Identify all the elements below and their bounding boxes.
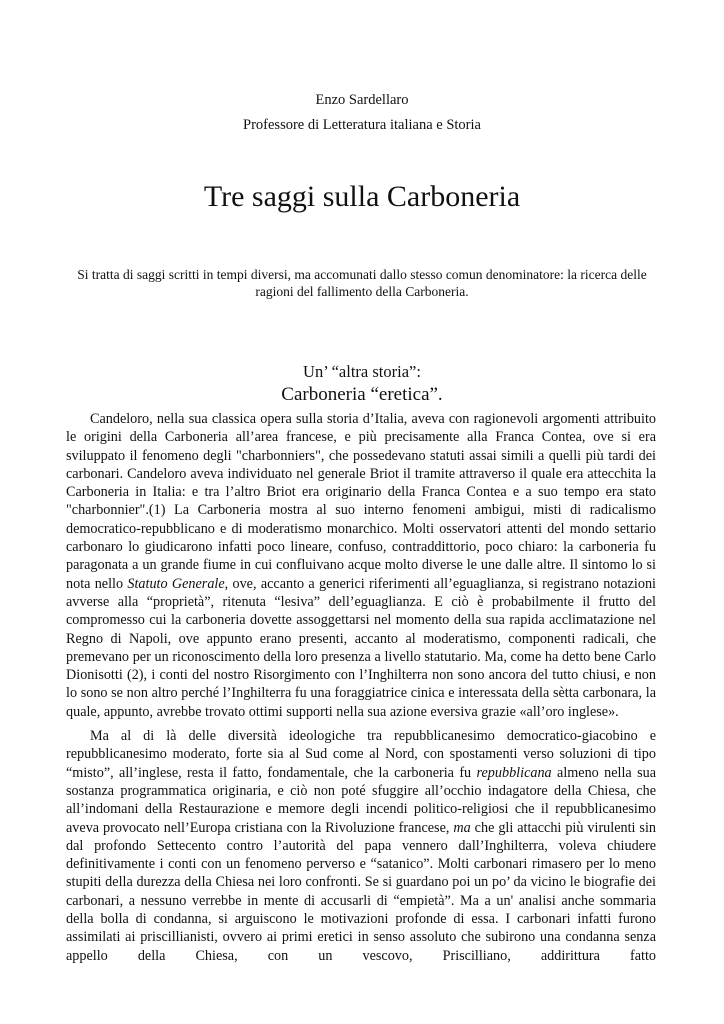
- paragraph-2-text-a: Ma al di là delle diversità ideologiche tra repubblicanesimo democratico-giacobino e repubblicanesimo moderato, forte sia al Sud come al Nord, con spostamenti verso soluzioni di tipo “misto”, all’inglese, resta il fatto, fondamentale, che la carboneria fu: [66, 728, 656, 781]
- paragraph-1-text-a: Candeloro, nella sua classica opera sulla storia d’Italia, aveva con ragionevoli argomenti attribuito le origini della Carboneria all’area francese, e più precisamente alla Franca Contea, ove si era sviluppato il fenomeno degli "charbonniers", che possedevano statuti assai simili a quelli più tardi dei carbonari. Candeloro aveva individuato nel generale Briot il tramite attraverso il quale era attecchita la Carboneria in Italia: e tra l’altro Briot era originario della Franca Contea e a suo tempo era stato "charbonnier".(1) La Carboneria mostra al suo interno fenomeni ambigui, misti di radicalismo democratico-repubblicano e di moderatismo monarchico. Molti osservatori attenti del mondo settario carbonaro lo giudicarono infatti poco lineare, confuso, contraddittorio, poco chiaro: la carboneria fu paragonata a un grande fiume in cui confluivano acque molto diverse le une dalle altre. Il sintomo lo si nota nello: [66, 411, 656, 592]
- author-role: Professore di Letteratura italiana e Storia: [243, 117, 481, 133]
- section-subtitle-1: Un’ “altra storia”:: [303, 362, 421, 381]
- author-name: Enzo Sardellaro: [315, 92, 409, 108]
- paragraph-2-italic-1: repubblicana: [476, 764, 552, 781]
- paragraph-2: [66, 727, 656, 965]
- abstract: Si tratta di saggi scritti in tempi diversi, ma accomunati dallo stesso comun denominatore: la ricerca delle ragioni del fallimento della Carboneria.: [77, 267, 647, 299]
- section-subtitle-2: Carboneria “eretica”.: [281, 384, 443, 405]
- paragraph-1-italic: Statuto Generale: [127, 575, 225, 592]
- paragraph-2-italic-2: ma: [453, 819, 471, 836]
- paragraph-1-text-b: , ove, accanto a generici riferimenti all’eguaglianza, si registrano notazioni avverse alla “proprietà”, ritenuta “lesiva” dell’eguaglianza. E ciò è probabilmente il frutto del compromesso cui la carboneria dovette assoggettarsi nel momento della sua rapida acclimatazione nel Regno di Napoli, ove appunto erano presenti, accanto al moderatismo, componenti radicali, che premevano per un riconoscimento della loro presenza a livello statutario. Ma, come ha detto bene Carlo Dionisotti (2), i conti del nostro Risorgimento con l’Inghilterra non sono ancora del tutto chiusi, e non lo sono se non altro perché l’Inghilterra fu una foraggiatrice cinica e interessata della sètta carbonara, la quale, appunto, avrebbe trovato ottimi supporti nella sua azione eversiva grazie «all’oro inglese».: [66, 575, 656, 720]
- document-title: Tre saggi sulla Carboneria: [203, 180, 521, 213]
- body-text: [66, 410, 656, 971]
- paragraph-1: [66, 410, 656, 721]
- paragraph-2-text-b: almeno nella sua sostanza programmatica originaria, e ciò non poté sfuggire all’occhio indagatore della Chiesa, che all’indomani della Restaurazione e memore degli incendi politico-religiosi che il repubblicanesimo aveva provocato nell’Europa cristiana con la Rivoluzione francese,: [66, 764, 656, 836]
- paragraph-2-text-c: che gli attacchi più virulenti sin dal profondo Settecento contro l’autorità del papa vennero dall’Inghilterra, voleva chiudere definitivamente i conti con un fenomeno perverso e “satanico”. Molti carbonari rimasero per lo meno stupiti della durezza della Chiesa nei loro confronti. Se si guardano poi un po’ da vicino le biografie dei carbonari, a nessuno verrebbe in mente di accusarli di “empietà”. Ma a un' analisi anche sommaria della bolla di condanna, si arguiscono le motivazioni profonde di essa. I carbonari infatti furono assimilati ai priscillianisti, ovvero ai primi eretici in senso assoluto che subirono una condanna senza appello della Chiesa, con un vescovo, Priscilliano, addirittura fatto: [66, 819, 656, 964]
